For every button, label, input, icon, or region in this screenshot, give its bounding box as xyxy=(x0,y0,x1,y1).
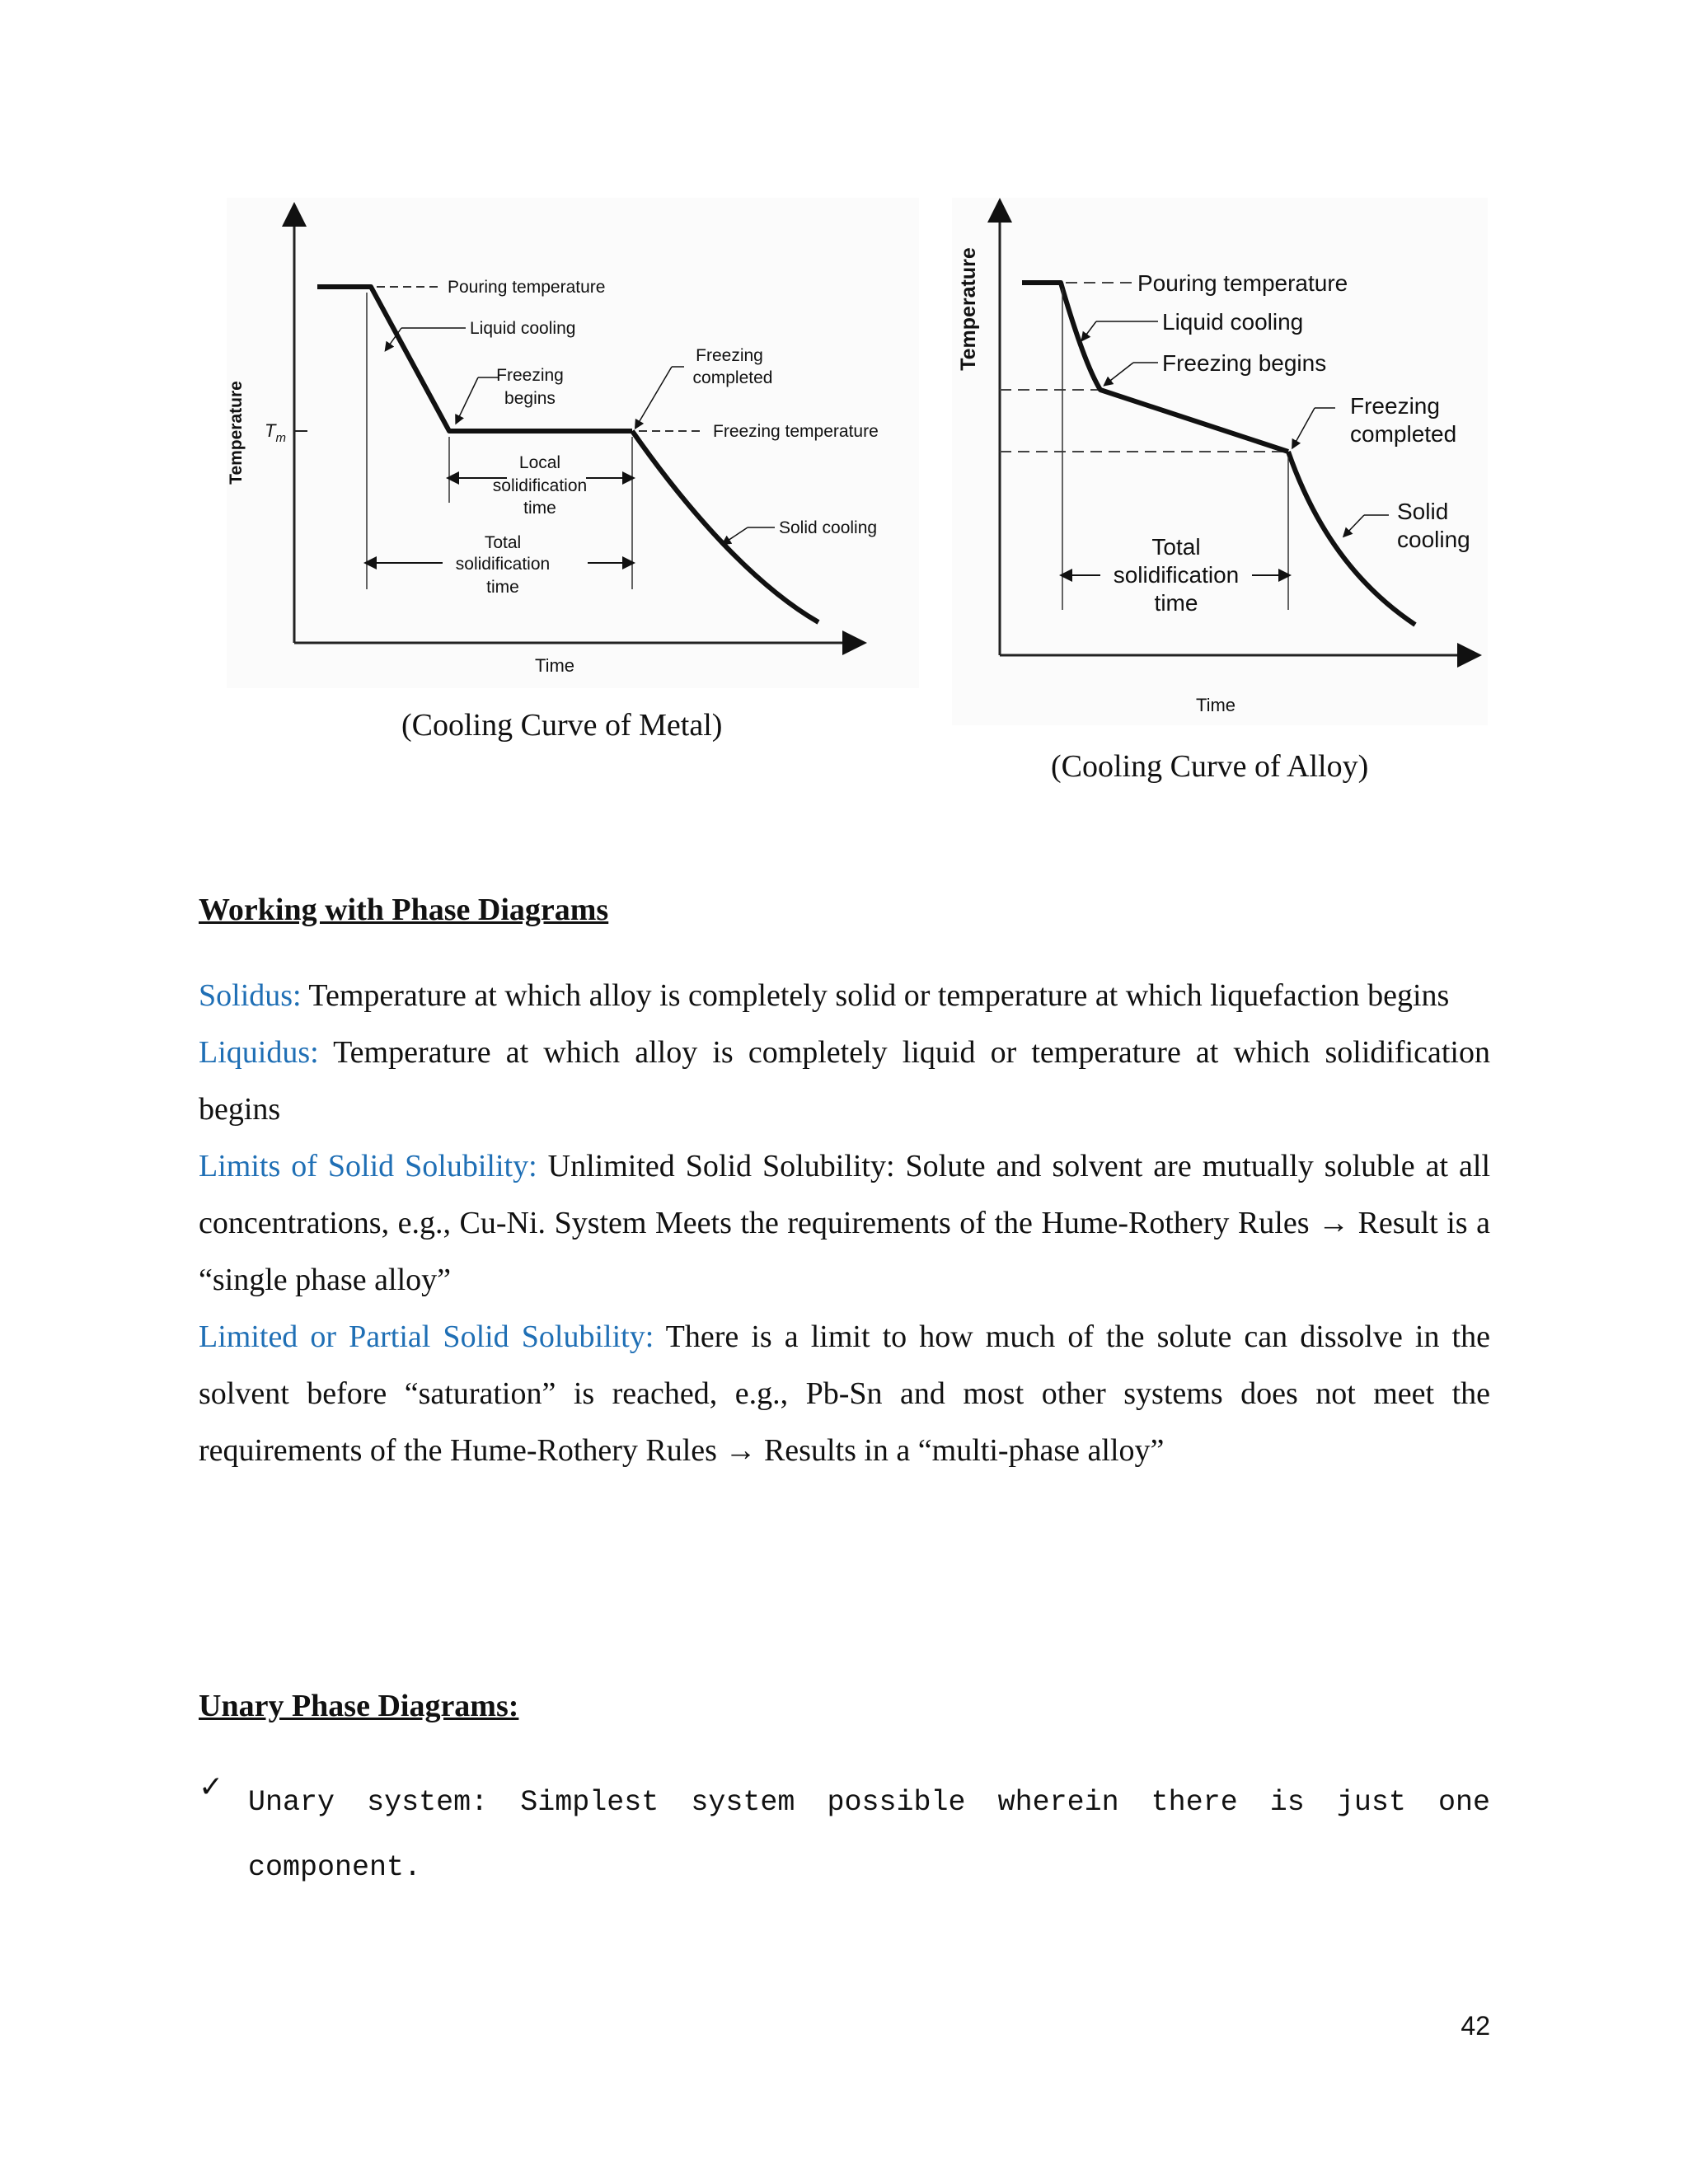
solidus-text: Temperature at which alloy is completely solid or temperature at which liquefaction begins xyxy=(301,978,1450,1013)
solid-cooling-label-2: cooling xyxy=(1397,527,1470,552)
local-solidification-label-2: solidification xyxy=(492,476,588,495)
limits-paragraph xyxy=(199,1138,1490,1309)
limits-term: Limits of Solid Solubility: xyxy=(199,1149,537,1183)
local-solidification-label-3: time xyxy=(523,499,556,518)
freezing-begins-label-1: Freezing xyxy=(496,366,564,385)
freezing-completed-label-2: completed xyxy=(1350,421,1457,447)
cooling-curve-metal-figure xyxy=(227,198,919,688)
definitions-block xyxy=(199,968,1490,1479)
liquid-cooling-label: Liquid cooling xyxy=(470,319,576,338)
total-solidification-label-2: solidification xyxy=(455,555,551,574)
liquidus-paragraph xyxy=(199,1024,1490,1138)
freezing-completed-label-2: completed xyxy=(692,368,773,387)
alloy-solid-cooling-curve xyxy=(1288,452,1415,625)
cooling-curve-metal-svg xyxy=(227,198,919,688)
x-axis-label: Time xyxy=(1195,695,1236,715)
tm-label: $T_m$ xyxy=(265,420,286,445)
solidus-paragraph xyxy=(199,968,1490,1024)
liquid-cooling-label: Liquid cooling xyxy=(1162,309,1304,335)
liquidus-term: Liquidus: xyxy=(199,1035,319,1070)
y-axis-label: Temperature xyxy=(227,381,246,485)
freezing-temp-label: Freezing temperature xyxy=(713,422,879,441)
bullet-text: Unary system: Simplest system possible wherein there is just one component. xyxy=(248,1786,1490,1884)
solidus-term: Solidus: xyxy=(199,978,302,1013)
limited-paragraph xyxy=(199,1309,1490,1479)
caption-metal: (Cooling Curve of Metal) xyxy=(401,708,723,743)
cooling-curve-alloy-figure xyxy=(952,198,1488,725)
limited-text: There is a limit to how much of the solute can dissolve in the solvent before “saturation” is reached, e.g., Pb-Sn and most other systems does not meet the requirements of the Hume-Rothery Rules → Results in a “multi-phase alloy” xyxy=(199,1319,1490,1468)
section-heading-unary: Unary Phase Diagrams: xyxy=(199,1689,519,1723)
total-solidification-label-1: Total xyxy=(484,533,522,552)
solid-cooling-label: Solid cooling xyxy=(779,518,878,537)
total-solidification-label-3: time xyxy=(486,578,519,597)
total-solidification-label-3: time xyxy=(1154,590,1198,616)
solid-cooling-label-1: Solid xyxy=(1397,499,1449,524)
x-axis-label: Time xyxy=(534,655,575,676)
pouring-temp-label: Pouring temperature xyxy=(1137,270,1348,296)
freezing-begins-label-2: begins xyxy=(504,389,556,408)
cooling-curve-alloy-svg xyxy=(952,198,1488,725)
local-solidification-label-1: Local xyxy=(518,453,561,472)
page-number: 42 xyxy=(1461,2011,1490,2041)
section-heading-phase-diagrams: Working with Phase Diagrams xyxy=(199,893,609,927)
caption-alloy: (Cooling Curve of Alloy) xyxy=(1051,749,1369,784)
bullet-item xyxy=(199,1770,1490,1900)
metal-cooling-curve xyxy=(317,287,632,431)
total-solidification-label-1: Total xyxy=(1151,534,1201,560)
freezing-begins-label: Freezing begins xyxy=(1162,350,1327,376)
y-axis-label: Temperature xyxy=(957,247,980,371)
freezing-completed-label-1: Freezing xyxy=(1350,393,1440,419)
liquidus-text: Temperature at which alloy is completely liquid or temperature at which solidification begins xyxy=(199,1035,1490,1127)
pouring-temp-label: Pouring temperature xyxy=(448,278,606,297)
total-solidification-label-2: solidification xyxy=(1113,562,1240,588)
checkmark-icon: ✓ xyxy=(199,1770,224,1804)
limited-term: Limited or Partial Solid Solubility: xyxy=(199,1319,654,1354)
freezing-completed-label-1: Freezing xyxy=(696,346,763,365)
limits-text: Unlimited Solid Solubility: Solute and solvent are mutually soluble at all concentrations, e.g., Cu-Ni. System Meets the requirements of the Hume-Rothery Rules → Result is a “single phase alloy” xyxy=(199,1149,1491,1297)
